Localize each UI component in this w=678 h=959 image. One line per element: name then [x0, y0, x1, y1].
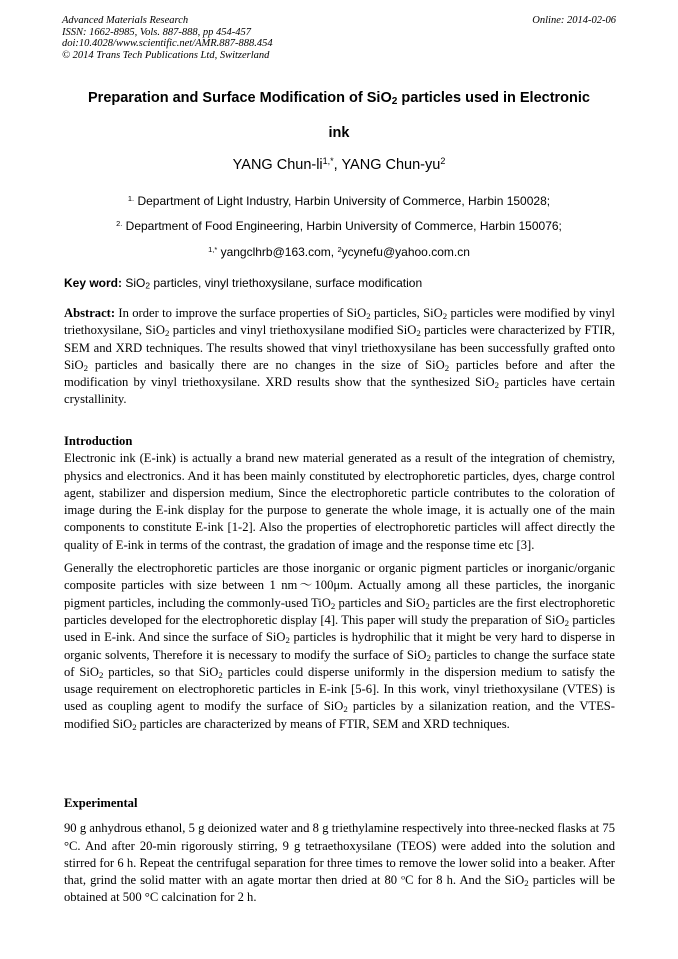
- title-subscript: 2: [391, 96, 398, 108]
- keywords-subscript: 2: [145, 280, 151, 291]
- intro-text: particles could disperse uniformly in the dispersion medium to satisfy the usage requirement on electrophoretic particles in E-ink [5-6]. In this work, vinyl triethoxysilane (VTES) is used as coupling agent to modify the surface of SiO: [64, 664, 615, 714]
- experimental-section: [64, 795, 615, 907]
- introduction-paragraph-2: [64, 560, 615, 733]
- abstract-text: particles were modified by vinyl triethoxysilane, SiO: [64, 306, 615, 338]
- abstract-text: particles before and after the modification by vinyl triethoxysilane. XRD results show that the synthesized SiO: [64, 357, 615, 390]
- subscript-2: 2: [564, 617, 570, 628]
- intro-text: particles, so that SiO: [103, 664, 219, 679]
- introduction-heading: Introduction: [64, 434, 133, 448]
- email-2-mark: 2: [337, 244, 342, 254]
- subscript-2: 2: [366, 310, 371, 321]
- online-date: Online: 2014-02-06: [532, 15, 616, 26]
- subscript-2: 2: [426, 652, 431, 663]
- abstract-text: particles, SiO: [370, 306, 443, 320]
- email-1-mark: 1,*: [208, 244, 218, 254]
- intro-text: Generally the electrophoretic particles are those inorganic or organic pigment particles or inorganic/organic composite particles with size between 1 nm～100μm. Actually among all these particles, the inorganic pigment particles, including the commonly-used TiO: [64, 561, 615, 610]
- subscript-2: 2: [425, 600, 430, 611]
- subscript-2: 2: [218, 669, 223, 680]
- subscript-2: 2: [416, 328, 421, 339]
- email-2: ycynefu@yahoo.com.cn: [341, 245, 470, 259]
- affiliation-2: [0, 219, 678, 233]
- degree-mark: o: [401, 872, 406, 882]
- experimental-heading: Experimental: [64, 796, 138, 810]
- intro-text: particles by a silanization reation, and the VTES-modified SiO: [64, 699, 616, 731]
- title-part: particles used in Electronic: [397, 90, 590, 106]
- subscript-2: 2: [444, 362, 450, 373]
- author-2-mark: 2: [440, 156, 446, 167]
- paper-title: [40, 90, 638, 141]
- subscript-2: 2: [83, 362, 89, 373]
- subscript-2: 2: [164, 328, 170, 339]
- keywords-label: Key word:: [64, 276, 123, 290]
- title-part: Preparation and Surface Modification of SiO: [88, 90, 392, 106]
- subscript-2: 2: [132, 721, 137, 732]
- subscript-2: 2: [330, 600, 336, 611]
- keywords-part: SiO: [122, 276, 146, 290]
- keywords: [64, 276, 422, 290]
- intro-text: particles are characterized by means of FTIR, SEM and XRD techniques.: [136, 716, 510, 731]
- intro-text: particles to change the surface state of SiO: [64, 647, 616, 679]
- affiliation-2-text: Department of Food Engineering, Harbin University of Commerce, Harbin 150076;: [122, 219, 562, 233]
- intro-text: particles is hydrophilic that it might be very hard to disperse in organic solvents, Therefore it is necessary to modify the surface of SiO: [64, 630, 615, 662]
- experimental-text: C for 8 h. And the SiO: [405, 873, 525, 888]
- doi-line: doi:10.4028/www.scientific.net/AMR.887-888.454: [62, 38, 273, 49]
- introduction-section: [64, 433, 615, 733]
- abstract-text: In order to improve the surface properties of SiO: [115, 306, 367, 320]
- keywords-part: particles, vinyl triethoxysilane, surface modification: [150, 276, 423, 290]
- affiliation-1-mark: 1.: [127, 193, 135, 203]
- author-1-mark: 1,*: [322, 156, 334, 167]
- experimental-text: particles will be obtained at 500 °C calcination for 2 h.: [64, 873, 615, 905]
- email-line: [0, 245, 678, 259]
- experimental-text: 90 g anhydrous ethanol, 5 g deionized water and 8 g triethylamine respectively into three-necked flasks at 75 °C. And after 20-min rigorously stirring, 9 g tetraethoxysilane (TEOS) were added into the solution and stirred for 6 h. Repeat the centrifugal separation for three times to remove the lower solid into a beaker. After that, grind the solid matter with an agate mortar then dried at 80: [64, 821, 615, 888]
- author-separator: ,: [333, 157, 342, 173]
- affiliation-2-mark: 2.: [116, 218, 123, 228]
- abstract-text: particles and vinyl triethoxysilane modified SiO: [169, 323, 417, 338]
- journal-name: Advanced Materials Research: [62, 15, 189, 26]
- abstract: [64, 305, 615, 409]
- author-1: YANG Chun-li: [232, 157, 323, 173]
- abstract-label: Abstract:: [64, 306, 116, 320]
- title-line-2: ink: [328, 125, 350, 141]
- affiliation-1-text: Department of Light Industry, Harbin University of Commerce, Harbin 150028;: [134, 194, 551, 208]
- subscript-2: 2: [285, 635, 290, 646]
- intro-text: particles are the first electrophoretic particles developed for the electrophoretic display [4]. This paper will study the preparation of SiO: [64, 595, 615, 627]
- issn-line: ISSN: 1662-8985, Vols. 887-888, pp 454-457: [62, 26, 251, 38]
- email-1: yangclhrb@163.com,: [217, 245, 338, 259]
- journal-header: [62, 15, 273, 61]
- abstract-text: particles have certain crystallinity.: [64, 375, 615, 407]
- experimental-paragraph-1: [64, 820, 615, 906]
- intro-text: particles used in E-ink. And since the surface of SiO: [64, 612, 615, 645]
- subscript-2: 2: [524, 877, 529, 888]
- subscript-2: 2: [98, 669, 104, 680]
- abstract-text: particles and basically there are no changes in the size of SiO: [88, 357, 445, 372]
- subscript-2: 2: [494, 379, 499, 390]
- subscript-2: 2: [442, 310, 448, 321]
- subscript-2: 2: [343, 704, 348, 715]
- intro-text: particles and SiO: [335, 595, 426, 610]
- abstract-text: particles were characterized by FTIR, SEM and XRD techniques. The results showed that vinyl triethoxysilane has been successfully grafted onto SiO: [64, 323, 615, 372]
- affiliation-1: [0, 194, 678, 208]
- author-2: YANG Chun-yu: [341, 157, 441, 173]
- author-list: [0, 157, 678, 173]
- introduction-paragraph-1: Electronic ink (E-ink) is actually a brand new material generated as a result of the integration of chemistry, physics and electronics. And it has been mainly constituted by electrophoretic particles, dyes, charge control agent, stabilizer and dispersion medium, Since the electrophoretic particle contributes to the coloration of image during the E-ink display for the purpose to generate the whole image, it is actually one of the main components to constitute E-ink [1-2]. Also the properties of electrophoretic particles will affect directly the quality of E-ink in terms of the contrast, the gradation of image and the response time etc [3].: [64, 451, 615, 552]
- copyright-line: © 2014 Trans Tech Publications Ltd, Switzerland: [62, 49, 270, 61]
